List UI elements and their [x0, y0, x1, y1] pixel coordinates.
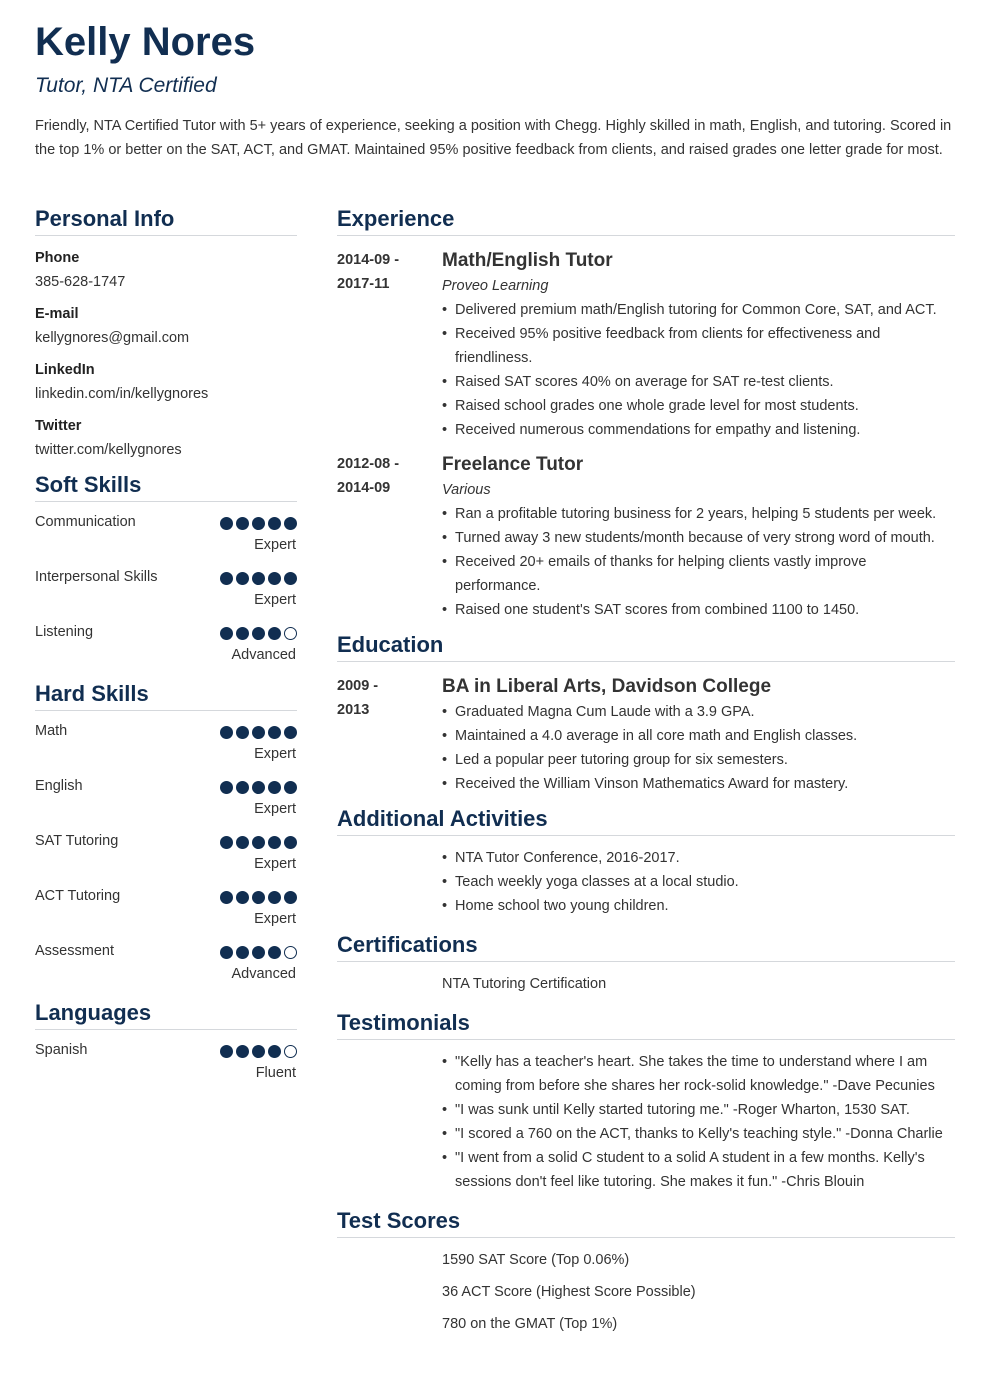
test-score-item: 1590 SAT Score (Top 0.06%) — [442, 1252, 630, 1268]
bullet-item: • Received numerous commendations for empathy and listening. — [442, 418, 955, 442]
test-scores-title: Test Scores — [337, 1208, 955, 1238]
education-title: Education — [337, 632, 955, 662]
rating-dot-filled — [268, 891, 281, 904]
rating-dot-filled — [236, 946, 249, 959]
testimonials-body — [442, 1050, 955, 1194]
date-end: 2013 — [337, 702, 370, 718]
skill-name: Spanish — [35, 1042, 88, 1058]
entry-date — [337, 452, 437, 500]
rating-dot-empty — [284, 946, 297, 959]
bullet-item: • "I went from a solid C student to a solid A student in a few months. Kelly's sessions don't feel like tutoring. She makes it fun." -Chris Blouin — [442, 1146, 955, 1194]
right-column — [337, 206, 955, 1336]
info-twitter — [35, 416, 297, 460]
skill-row — [35, 931, 297, 986]
test-score-item: 36 ACT Score (Highest Score Possible) — [442, 1284, 696, 1300]
test-scores-body — [442, 1248, 955, 1336]
skill-row — [35, 1030, 297, 1085]
skill-row — [35, 557, 297, 612]
bullet-item: • Ran a profitable tutoring business for 2 years, helping 5 students per week. — [442, 502, 955, 526]
date-start: 2014-09 - — [337, 252, 400, 268]
skill-level: Advanced — [231, 966, 296, 982]
info-value: linkedin.com/in/kellygnores — [35, 386, 209, 402]
rating-dot-filled — [236, 836, 249, 849]
bullet-item: • Turned away 3 new students/month because of very strong word of mouth. — [442, 526, 955, 550]
rating-dot-filled — [252, 781, 265, 794]
experience-entry — [337, 248, 955, 442]
skill-rating — [220, 517, 297, 530]
bullet-item: • Home school two young children. — [442, 894, 955, 918]
info-value: 385-628-1747 — [35, 274, 126, 290]
entry-body — [442, 248, 955, 442]
skill-row — [35, 502, 297, 557]
rating-dot-filled — [284, 836, 297, 849]
summary: Friendly, NTA Certified Tutor with 5+ years of experience, seeking a position with Chegg. Highly skilled in math, English, and tutoring. Scored in the top 1% or better on the SAT, ACT, and GMAT. Maintained 95% positive feedback from clients, and raised grades one letter grade for most. — [35, 118, 952, 158]
bullet-item: • Received 95% positive feedback from clients for effectiveness and friendliness. — [442, 322, 955, 370]
rating-dot-filled — [268, 517, 281, 530]
skill-rating — [220, 572, 297, 585]
rating-dot-filled — [252, 836, 265, 849]
languages-title: Languages — [35, 1000, 297, 1030]
education-entry — [337, 674, 955, 796]
candidate-role: Tutor, NTA Certified — [35, 74, 217, 97]
rating-dot-filled — [220, 946, 233, 959]
date-start: 2012-08 - — [337, 456, 400, 472]
job-bullets — [442, 502, 955, 622]
rating-dot-filled — [220, 627, 233, 640]
rating-dot-filled — [268, 572, 281, 585]
personal-info-title: Personal Info — [35, 206, 297, 236]
certifications-title: Certifications — [337, 932, 955, 962]
rating-dot-filled — [220, 726, 233, 739]
experience-entry — [337, 452, 955, 622]
candidate-name: Kelly Nores — [35, 20, 256, 64]
skill-row — [35, 711, 297, 766]
rating-dot-filled — [268, 726, 281, 739]
rating-dot-filled — [252, 572, 265, 585]
bullet-item: • Graduated Magna Cum Laude with a 3.9 GPA. — [442, 700, 955, 724]
rating-dot-filled — [236, 517, 249, 530]
skill-rating — [220, 836, 297, 849]
entry-date — [337, 248, 437, 296]
skill-level: Advanced — [231, 647, 296, 663]
job-bullets — [442, 298, 955, 442]
bullet-item: • Raised school grades one whole grade level for most students. — [442, 394, 955, 418]
bullet-item: • "I was sunk until Kelly started tutoring me." -Roger Wharton, 1530 SAT. — [442, 1098, 955, 1122]
degree-title: BA in Liberal Arts, Davidson College — [442, 676, 772, 697]
rating-dot-filled — [268, 836, 281, 849]
bullet-item: • Led a popular peer tutoring group for six semesters. — [442, 748, 955, 772]
rating-dot-filled — [284, 891, 297, 904]
info-email — [35, 304, 297, 348]
rating-dot-filled — [284, 517, 297, 530]
rating-dot-empty — [284, 627, 297, 640]
bullet-item: • "Kelly has a teacher's heart. She takes the time to understand where I am coming from before she shares her rock-solid knowledge." -Dave Pecunies — [442, 1050, 955, 1098]
info-value: kellygnores@gmail.com — [35, 330, 190, 346]
rating-dot-empty — [284, 1045, 297, 1058]
activities-bullets — [442, 846, 955, 918]
date-start: 2009 - — [337, 678, 379, 694]
info-phone — [35, 248, 297, 292]
bullet-item: • NTA Tutor Conference, 2016-2017. — [442, 846, 955, 870]
rating-dot-filled — [252, 891, 265, 904]
rating-dot-filled — [284, 781, 297, 794]
activities-title: Additional Activities — [337, 806, 955, 836]
skill-row — [35, 876, 297, 931]
skill-name: SAT Tutoring — [35, 833, 119, 849]
company: Various — [442, 482, 491, 498]
job-title: Freelance Tutor — [442, 454, 584, 475]
rating-dot-filled — [220, 517, 233, 530]
skill-rating — [220, 781, 297, 794]
languages-list — [35, 1030, 297, 1085]
rating-dot-filled — [268, 781, 281, 794]
skill-rating — [220, 627, 297, 640]
info-label: Twitter — [35, 418, 82, 434]
info-label: E-mail — [35, 306, 79, 322]
rating-dot-filled — [220, 891, 233, 904]
skill-row — [35, 612, 297, 667]
skill-rating — [220, 1045, 297, 1058]
skill-name: Assessment — [35, 943, 114, 959]
date-end: 2017-11 — [337, 276, 390, 292]
hard-skills-title: Hard Skills — [35, 681, 297, 711]
rating-dot-filled — [268, 1045, 281, 1058]
education-bullets — [442, 700, 955, 796]
personal-info-list — [35, 248, 297, 460]
skill-name: English — [35, 778, 83, 794]
rating-dot-filled — [236, 572, 249, 585]
skill-rating — [220, 946, 297, 959]
activities-body — [442, 846, 955, 918]
skill-row — [35, 821, 297, 876]
rating-dot-filled — [284, 572, 297, 585]
experience-title: Experience — [337, 206, 955, 236]
skill-name: Interpersonal Skills — [35, 569, 158, 585]
skill-row — [35, 766, 297, 821]
skill-level: Expert — [254, 856, 296, 872]
rating-dot-filled — [236, 781, 249, 794]
skill-name: Listening — [35, 624, 94, 640]
bullet-item: • Maintained a 4.0 average in all core math and English classes. — [442, 724, 955, 748]
bullet-item: • Received 20+ emails of thanks for helping clients vastly improve performance. — [442, 550, 955, 598]
rating-dot-filled — [220, 781, 233, 794]
bullet-item: • "I scored a 760 on the ACT, thanks to Kelly's teaching style." -Donna Charlie — [442, 1122, 955, 1146]
rating-dot-filled — [220, 572, 233, 585]
entry-body — [442, 452, 955, 622]
skill-rating — [220, 726, 297, 739]
entry-date — [337, 674, 437, 722]
skill-level: Expert — [254, 801, 296, 817]
bullet-item: • Received the William Vinson Mathematics Award for mastery. — [442, 772, 955, 796]
skill-level: Expert — [254, 746, 296, 762]
rating-dot-filled — [268, 627, 281, 640]
certifications-body — [442, 972, 955, 996]
skill-level: Expert — [254, 911, 296, 927]
rating-dot-filled — [284, 726, 297, 739]
rating-dot-filled — [236, 726, 249, 739]
rating-dot-filled — [252, 946, 265, 959]
skill-name: Math — [35, 723, 68, 739]
skill-name: ACT Tutoring — [35, 888, 121, 904]
skill-name: Communication — [35, 514, 136, 530]
skill-level: Expert — [254, 592, 296, 608]
testimonials-bullets — [442, 1050, 955, 1194]
bullet-item: • Teach weekly yoga classes at a local studio. — [442, 870, 955, 894]
bullet-item: • Raised SAT scores 40% on average for SAT re-test clients. — [442, 370, 955, 394]
date-end: 2014-09 — [337, 480, 391, 496]
rating-dot-filled — [252, 517, 265, 530]
entry-body — [442, 674, 955, 796]
skill-level: Expert — [254, 537, 296, 553]
rating-dot-filled — [236, 627, 249, 640]
soft-skills-title: Soft Skills — [35, 472, 297, 502]
rating-dot-filled — [236, 891, 249, 904]
rating-dot-filled — [252, 1045, 265, 1058]
job-title: Math/English Tutor — [442, 250, 613, 271]
test-score-item: 780 on the GMAT (Top 1%) — [442, 1316, 618, 1332]
rating-dot-filled — [236, 1045, 249, 1058]
rating-dot-filled — [220, 836, 233, 849]
bullet-item: • Delivered premium math/English tutoring for Common Core, SAT, and ACT. — [442, 298, 955, 322]
info-label: LinkedIn — [35, 362, 95, 378]
testimonials-title: Testimonials — [337, 1010, 955, 1040]
info-linkedin — [35, 360, 297, 404]
skill-rating — [220, 891, 297, 904]
bullet-item: • Raised one student's SAT scores from combined 1100 to 1450. — [442, 598, 955, 622]
info-value: twitter.com/kellygnores — [35, 442, 182, 458]
soft-skills-list — [35, 502, 297, 667]
rating-dot-filled — [220, 1045, 233, 1058]
hard-skills-list — [35, 711, 297, 986]
skill-level: Fluent — [255, 1065, 296, 1081]
left-column — [35, 206, 297, 1085]
rating-dot-filled — [268, 946, 281, 959]
certification-item: NTA Tutoring Certification — [442, 976, 607, 992]
rating-dot-filled — [252, 627, 265, 640]
company: Proveo Learning — [442, 278, 549, 294]
rating-dot-filled — [252, 726, 265, 739]
info-label: Phone — [35, 250, 80, 266]
